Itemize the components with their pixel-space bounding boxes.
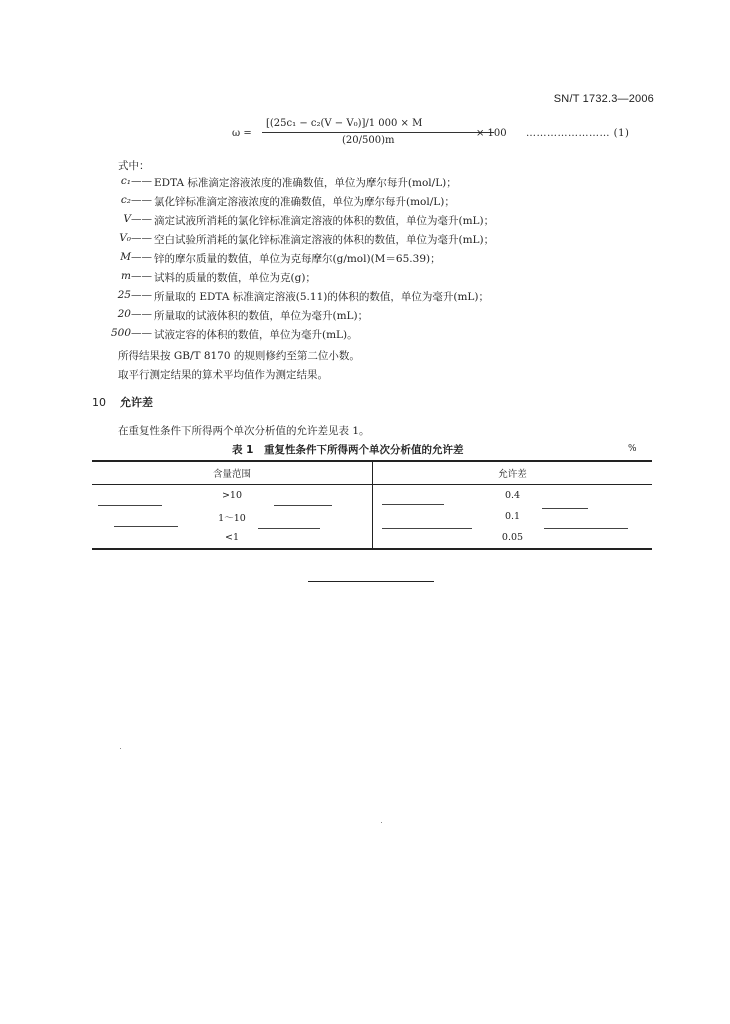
variable-definitions xyxy=(100,175,660,346)
formula-factor: × 100 xyxy=(476,128,507,139)
definition-text: 试液定容的体积的数值，单位为毫升(mL)。 xyxy=(154,329,358,341)
table-scan-rule xyxy=(98,505,162,506)
header-tolerance: 允许差 xyxy=(373,461,653,485)
definition-row xyxy=(100,232,660,251)
section-heading xyxy=(92,394,153,410)
definition-row xyxy=(100,327,660,346)
section-text: 在重复性条件下所得两个单次分析值的允许差见表 1。 xyxy=(118,425,370,437)
cell-tolerance: 0.05 xyxy=(373,527,653,549)
definition-row xyxy=(100,270,660,289)
formula xyxy=(232,118,652,150)
table-scan-rule xyxy=(542,508,588,509)
definition-symbol: V—— xyxy=(123,213,152,225)
formula-denominator: (20/500)m xyxy=(342,135,395,146)
table-row xyxy=(92,485,652,507)
definition-row xyxy=(100,308,660,327)
definition-symbol: m—— xyxy=(121,270,152,282)
result-paragraph: 取平行测定结果的算术平均值作为测定结果。 xyxy=(118,369,328,381)
definition-row xyxy=(100,194,660,213)
definition-row xyxy=(100,213,660,232)
definition-symbol: 20—— xyxy=(117,308,152,320)
definition-symbol: 25—— xyxy=(117,289,152,301)
end-rule xyxy=(308,581,434,582)
header-content-range: 含量范围 xyxy=(92,461,373,485)
table-scan-rule xyxy=(382,504,444,505)
definition-symbol: 500—— xyxy=(110,327,152,339)
definition-text: 氯化锌标准滴定溶液浓度的准确数值，单位为摩尔每升(mol/L)； xyxy=(154,196,455,208)
definition-text: 试料的质量的数值，单位为克(g)； xyxy=(154,272,316,284)
definition-row xyxy=(100,251,660,270)
equation-number: …………………… (1) xyxy=(526,128,630,139)
section-number: 10 xyxy=(92,396,106,409)
cell-range: 1～10 xyxy=(92,506,373,527)
cell-tolerance: 0.4 xyxy=(504,490,521,501)
table-scan-rule xyxy=(114,526,178,527)
cell-tolerance: 0.1 xyxy=(504,511,521,522)
table-scan-rule xyxy=(382,528,472,529)
definition-text: 锌的摩尔质量的数值，单位为克每摩尔(g/mol)(M＝65.39)； xyxy=(154,253,441,265)
table-header-row xyxy=(92,461,652,485)
definition-symbol: M—— xyxy=(120,251,152,263)
table-scan-rule xyxy=(258,528,320,529)
definition-text: 空白试验所消耗的氯化锌标准滴定溶液的体积的数值，单位为毫升(mL)； xyxy=(154,234,495,246)
table-row xyxy=(92,506,652,527)
formula-numerator: [(25c₁ − c₂(V − V₀)]/1 000 × M xyxy=(266,118,423,129)
table-title: 表 1 重复性条件下所得两个单次分析值的允许差 xyxy=(232,444,464,456)
formula-lhs: ω = xyxy=(232,128,252,139)
rounding-paragraph: 所得结果按 GB/T 8170 的规则修约至第二位小数。 xyxy=(118,350,360,362)
definition-text: 所量取的 EDTA 标准滴定溶液(5.11)的体积的数值，单位为毫升(mL)； xyxy=(154,291,489,303)
table-scan-rule xyxy=(544,528,628,529)
scan-speck xyxy=(381,822,382,823)
definition-text: 滴定试液所消耗的氯化锌标准滴定溶液的体积的数值，单位为毫升(mL)； xyxy=(154,215,495,227)
table-unit: % xyxy=(628,444,637,454)
definition-text: EDTA 标准滴定溶液浓度的准确数值，单位为摩尔每升(mol/L)； xyxy=(154,177,457,189)
tolerance-table xyxy=(92,460,652,550)
definition-symbol: c₁—— xyxy=(120,175,152,187)
definition-text: 所量取的试液体积的数值，单位为毫升(mL)； xyxy=(154,310,369,322)
section-title: 允许差 xyxy=(120,396,153,409)
definition-symbol: V₀—— xyxy=(119,232,152,244)
table-scan-rule xyxy=(274,505,332,506)
scan-speck xyxy=(120,748,121,749)
standard-code: SN/T 1732.3—2006 xyxy=(553,93,654,105)
table-row xyxy=(92,527,652,549)
fraction-bar xyxy=(262,132,494,133)
definition-symbol: c₂—— xyxy=(120,194,152,206)
definition-row xyxy=(100,175,660,194)
cell-range: <1 xyxy=(92,527,373,549)
where-label: 式中： xyxy=(118,160,150,172)
cell-range: >10 xyxy=(92,485,373,507)
definition-row xyxy=(100,289,660,308)
